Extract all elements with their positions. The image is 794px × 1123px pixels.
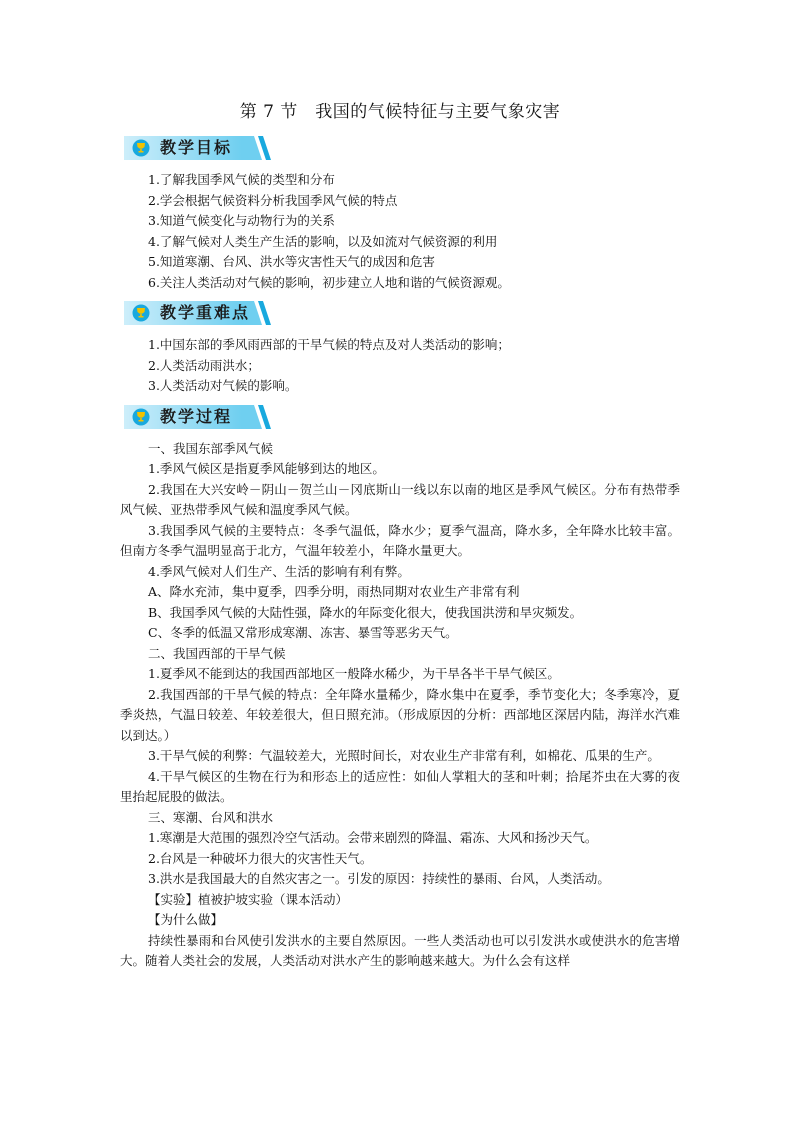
trophy-icon <box>132 408 150 426</box>
paragraph-line: 3.人类活动对气候的影响。 <box>148 378 298 393</box>
document-page <box>120 100 680 978</box>
paragraph-line: 3.我国季风气候的主要特点：冬季气温低，降水少；夏季气温高，降水多，全年降水比较丰富。但南方冬季气温明显高于北方，气温年较差小，年降水量更大。 <box>120 522 680 558</box>
page-title: 第 7 节 我国的气候特征与主要气象灾害 <box>239 102 561 122</box>
section-heading: 教学重难点 <box>160 303 251 322</box>
trophy-icon <box>132 304 150 322</box>
section-body <box>120 439 680 972</box>
paragraph-line: 三、寒潮、台风和洪水 <box>148 809 274 825</box>
paragraph-line: C、冬季的低温又常形成寒潮、冻害、暴雪等恶劣天气。 <box>148 625 458 640</box>
paragraph-line: 2.我国在大兴安岭－阴山－贺兰山－冈底斯山一线以东以南的地区是季风气候区。分布有热带季风气候、亚热带季风气候和温度季风气候。 <box>120 481 680 517</box>
section-heading: 教学目标 <box>160 138 233 157</box>
paragraph-line: 【实验】植被护坡实验（课本活动） <box>148 891 349 907</box>
section-banner <box>122 134 272 162</box>
paragraph-line: 1.季风气候区是指夏季风能够到达的地区。 <box>148 461 385 476</box>
paragraph-line: 4.了解气候对人类生产生活的影响，以及如流对气候资源的利用 <box>148 233 498 249</box>
paragraph-line: 2.学会根据气候资料分析我国季风气候的特点 <box>148 192 398 208</box>
paragraph-line: A、降水充沛，集中夏季，四季分明，雨热同期对农业生产非常有利 <box>148 584 520 599</box>
paragraph-line: 3.知道气候变化与动物行为的关系 <box>148 213 335 228</box>
section-heading: 教学过程 <box>160 406 233 426</box>
paragraph-line: B、我国季风气候的大陆性强，降水的年际变化很大，使我国洪涝和旱灾频发。 <box>148 604 583 620</box>
paragraph-line: 3.洪水是我国最大的自然灾害之一。引发的原因：持续性的暴雨、台风，人类活动。 <box>148 871 610 886</box>
paragraph-line: 1.中国东部的季风雨西部的干旱气候的特点及对人类活动的影响； <box>148 337 510 352</box>
paragraph-line: 2.我国西部的干旱气候的特点：全年降水量稀少，降水集中在夏季，季节变化大；冬季寒冷，夏季炎热，气温日较差、年较差很大，但日照充沛。（形成原因的分析：西部地区深居内陆，海洋水汽难以到达。） <box>120 686 680 743</box>
paragraph-line: 1.寒潮是大范围的强烈冷空气活动。会带来剧烈的降温、霜冻、大风和扬沙天气。 <box>148 830 598 845</box>
section-body <box>120 170 680 293</box>
section-banner <box>122 299 272 327</box>
paragraph-line: 1.夏季风不能到达的我国西部地区一般降水稀少，为干旱各半干旱气候区。 <box>148 666 560 681</box>
paragraph-line: 6.关注人类活动对气候的影响，初步建立人地和谐的气候资源观。 <box>148 274 510 290</box>
paragraph-line: 5.知道寒潮、台风、洪水等灾害性天气的成因和危害 <box>148 254 435 269</box>
paragraph-line: 1.了解我国季风气候的类型和分布 <box>148 172 335 187</box>
paragraph-line: 3.干旱气候的利弊：气温较差大，光照时间长，对农业生产非常有利，如棉花、瓜果的生产。 <box>148 748 660 763</box>
paragraph-line: 一、我国东部季风气候 <box>148 440 274 456</box>
trophy-icon <box>132 139 150 157</box>
paragraph-line: 2.台风是一种破坏力很大的灾害性天气。 <box>148 850 373 866</box>
paragraph-line: 4.干旱气候区的生物在行为和形态上的适应性：如仙人掌粗大的茎和叶刺；拾尾芥虫在大雾的夜里抬起屁股的做法。 <box>120 768 680 804</box>
paragraph-line: 4.季风气候对人们生产、生活的影响有利有弊。 <box>148 563 410 579</box>
section-banner <box>122 403 272 431</box>
paragraph-line: 【为什么做】 <box>148 912 224 927</box>
section-body <box>120 335 680 397</box>
sections-container <box>120 134 680 972</box>
paragraph-line: 二、我国西部的干旱气候 <box>148 645 286 661</box>
paragraph-line: 2.人类活动雨洪水； <box>148 357 260 373</box>
paragraph-line: 持续性暴雨和台风使引发洪水的主要自然原因。一些人类活动也可以引发洪水或使洪水的危害增大。随着人类社会的发展，人类活动对洪水产生的影响越来越大。为什么会有这样 <box>120 932 680 968</box>
